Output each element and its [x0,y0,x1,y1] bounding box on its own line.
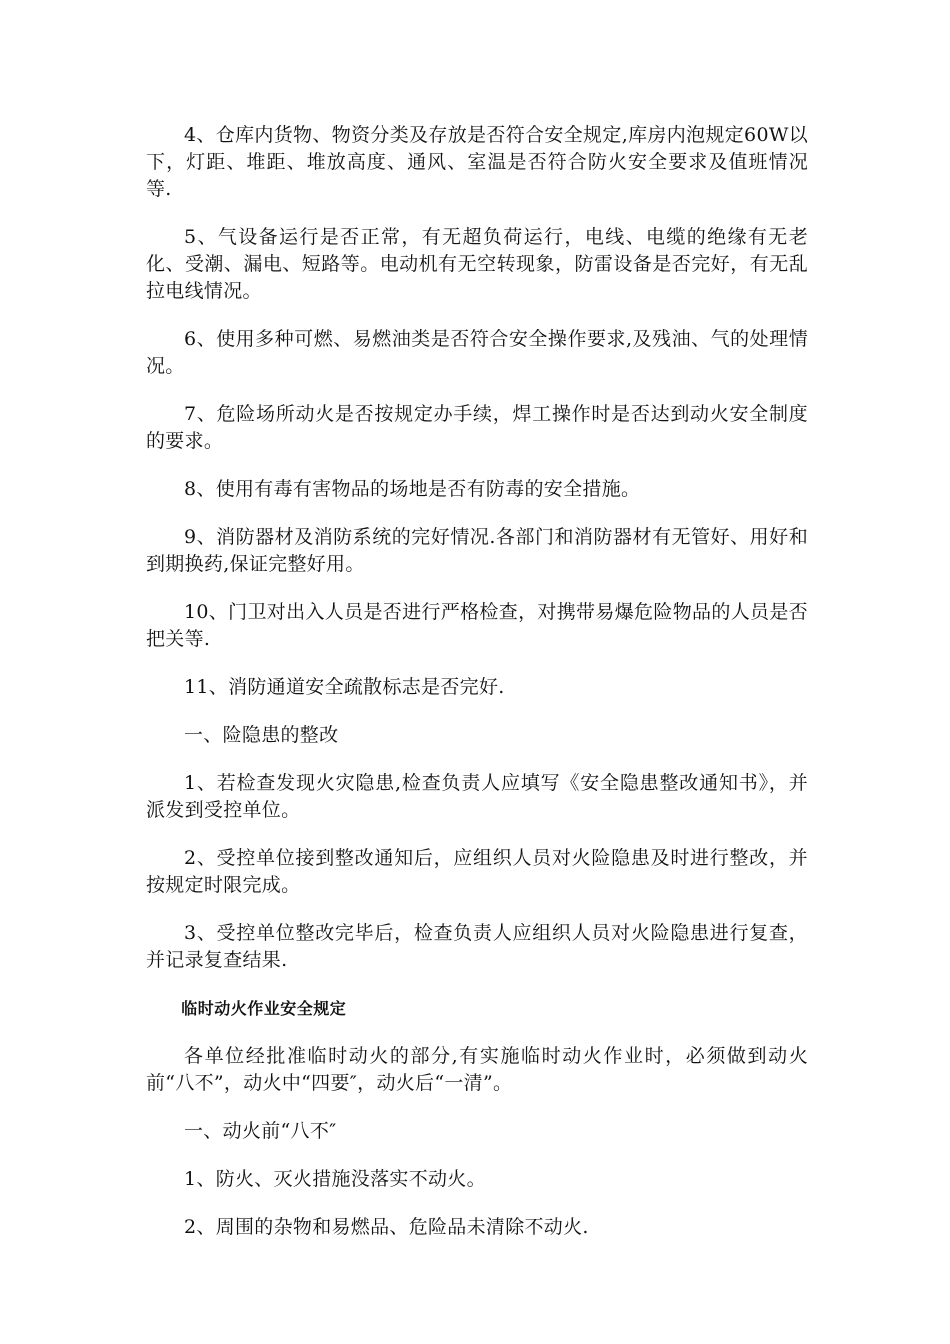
subsection-heading-rectification: 一、险隐患的整改 [184,724,339,746]
section-intro: 各单位经批准临时动火的部分,有实施临时动火作业时，必须做到动火前“八不”，动火中“四要″，动火后“一清”。 [146,1045,808,1094]
paragraph-item-7: 7、危险场所动火是否按规定办手续，焊工操作时是否达到动火安全制度的要求。 [146,403,808,452]
paragraph-item-6: 6、使用多种可燃、易燃油类是否符合安全操作要求,及残油、气的处理情况。 [146,328,808,377]
rectification-item-3: 3、受控单位整改完毕后，检查负责人应组织人员对火险隐患进行复查，并记录复查结果. [146,922,808,971]
before-fire-item-1: 1、防火、灭火措施没落实不动火。 [184,1168,486,1190]
paragraph-item-10: 10、门卫对出入人员是否进行严格检查，对携带易爆危险物品的人员是否把关等. [146,601,808,650]
paragraph-item-11: 11、消防通道安全疏散标志是否完好. [184,676,505,698]
paragraph-item-4: 4、仓库内货物、物资分类及存放是否符合安全规定,库房内泡规定60W以下，灯距、堆距、堆放高度、通风、室温是否符合防火安全要求及值班情况等. [146,124,808,200]
document-body [146,122,808,1262]
rectification-item-2: 2、受控单位接到整改通知后，应组织人员对火险隐患及时进行整改，并按规定时限完成。 [146,847,808,896]
section-title: 临时动火作业安全规定 [181,999,347,1018]
rectification-item-1: 1、若检查发现火灾隐患,检查负责人应填写《安全隐患整改通知书》，并派发到受控单位。 [146,772,808,821]
subsection-heading-before-fire: 一、动火前“八不″ [184,1120,337,1142]
paragraph-item-8: 8、使用有毒有害物品的场地是否有防毒的安全措施。 [184,478,641,500]
paragraph-item-9: 9、消防器材及消防系统的完好情况.各部门和消防器材有无管好、用好和到期换药,保证完整好用。 [146,526,808,575]
before-fire-item-2: 2、周围的杂物和易燃品、危险品未清除不动火. [184,1216,589,1238]
paragraph-item-5: 5、气设备运行是否正常，有无超负荷运行，电线、电缆的绝缘有无老化、受潮、漏电、短路等。电动机有无空转现象，防雷设备是否完好，有无乱拉电线情况。 [146,226,808,302]
